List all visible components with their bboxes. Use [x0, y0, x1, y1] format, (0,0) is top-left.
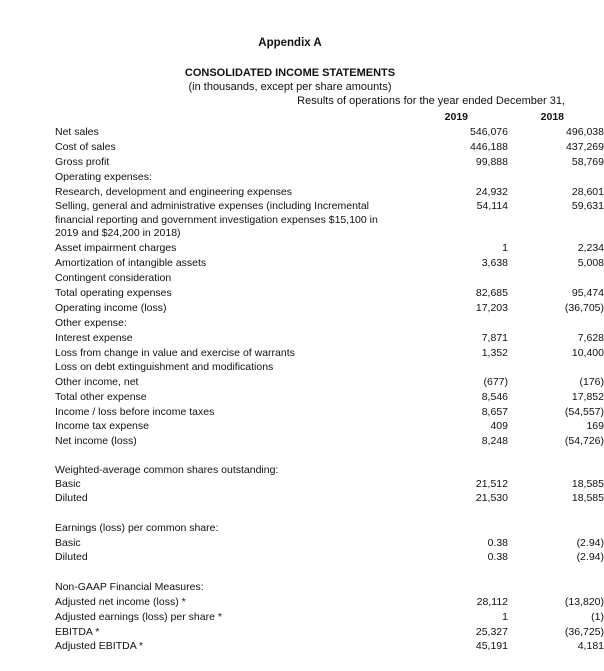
row-label: Net sales: [55, 126, 99, 138]
row-label: Other expense:: [55, 317, 127, 329]
value-2018: 18,585: [571, 492, 604, 504]
column-header-2019: 2019: [444, 111, 468, 123]
row-adjusted-eps: [55, 610, 604, 625]
value-2019: 21,530: [475, 492, 508, 504]
row-label: Asset impairment charges: [55, 242, 177, 254]
row-eps-header: [55, 521, 565, 536]
value-2019: 8,248: [481, 435, 508, 447]
value-2018: 28,601: [571, 186, 604, 198]
value-2018: 496,038: [566, 126, 604, 138]
row-label: Adjusted earnings (loss) per share *: [55, 611, 222, 623]
value-2019: 1,352: [481, 347, 508, 359]
row-label: Total operating expenses: [55, 287, 172, 299]
column-header-2018: 2018: [540, 111, 564, 123]
value-2019: 1: [502, 242, 508, 254]
value-2018: 169: [586, 420, 604, 432]
value-2019: 45,191: [475, 640, 508, 652]
row-label: Selling, general and administrative expenses (including Incremental financial reporting and government investigation expenses $15,100 in 2019 and $24,200 in 2018): [55, 200, 378, 239]
value-2019: 99,888: [475, 156, 508, 168]
value-2019: 3,638: [481, 257, 508, 269]
row-label: Contingent consideration: [55, 272, 172, 284]
row-label: Adjusted EBITDA *: [55, 640, 144, 652]
row-label: Other income, net: [55, 376, 139, 388]
value-2018: 5,008: [577, 257, 604, 269]
period-header: Results of operations for the year ended December 31,: [297, 95, 565, 107]
row-other-income-net: [55, 375, 604, 390]
row-eps-basic: [55, 536, 604, 551]
row-income-before-taxes: [55, 405, 604, 420]
row-label: Diluted: [55, 492, 88, 504]
row-label: Interest expense: [55, 332, 133, 344]
value-2018: 7,628: [577, 332, 604, 344]
row-total-other-expense: [55, 390, 604, 405]
row-label: Diluted: [55, 551, 88, 563]
value-2019: 25,327: [475, 626, 508, 638]
value-2018: 10,400: [571, 347, 604, 359]
row-warrants-loss: [55, 346, 604, 361]
value-2018: (54,557): [564, 406, 604, 418]
row-net-income: [55, 434, 604, 449]
row-other-expense-header: [55, 316, 565, 331]
value-2019: 446,188: [470, 141, 508, 153]
row-ebitda: [55, 625, 604, 640]
value-2018: (36,705): [564, 302, 604, 314]
row-selling-general-admin: [55, 199, 604, 241]
value-2019: 1: [502, 611, 508, 623]
value-2019: 0.38: [487, 551, 508, 563]
value-2019: 24,932: [475, 186, 508, 198]
row-operating-expenses-header: [55, 170, 565, 185]
row-shares-basic: [55, 477, 604, 492]
row-operating-income: [55, 301, 604, 316]
row-asset-impairment: [55, 241, 604, 256]
row-adjusted-net-income: [55, 595, 604, 610]
value-2019: 8,657: [481, 406, 508, 418]
value-2019: 8,546: [481, 391, 508, 403]
row-non-gaap-header: [55, 580, 565, 595]
value-2019: 82,685: [475, 287, 508, 299]
row-label: Non-GAAP Financial Measures:: [55, 581, 204, 593]
value-2018: 2,234: [577, 242, 604, 254]
row-eps-diluted: [55, 550, 604, 565]
row-debt-extinguishment: [55, 360, 565, 375]
value-2018: 95,474: [571, 287, 604, 299]
row-label: Amortization of intangible assets: [55, 257, 207, 269]
value-2019: 0.38: [487, 537, 508, 549]
value-2018: 4,181: [577, 640, 604, 652]
row-shares-diluted: [55, 491, 604, 506]
row-label: Income tax expense: [55, 420, 149, 432]
row-label: EBITDA *: [55, 626, 100, 638]
value-2018: (1): [591, 611, 604, 623]
value-2019: 7,871: [481, 332, 508, 344]
row-label: Net income (loss): [55, 435, 137, 447]
row-weighted-shares-header: [55, 463, 565, 478]
row-label: Weighted-average common shares outstanding:: [55, 464, 279, 476]
value-2018: (2.94): [576, 551, 604, 563]
row-label: Earnings (loss) per common share:: [55, 522, 219, 534]
value-2019: 28,112: [476, 596, 508, 608]
value-2018: (13,820): [564, 596, 604, 608]
statement-title: CONSOLIDATED INCOME STATEMENTS: [184, 67, 396, 79]
row-gross-profit: [55, 155, 604, 170]
row-label: Operating expenses:: [55, 171, 152, 183]
row-label: Loss on debt extinguishment and modifications: [55, 361, 274, 373]
row-label: Basic: [55, 478, 81, 490]
row-label: Cost of sales: [55, 141, 116, 153]
value-2018: (2.94): [576, 537, 604, 549]
value-2019: 54,114: [476, 200, 508, 212]
row-adjusted-ebitda: [55, 639, 604, 654]
value-2018: 437,269: [566, 141, 604, 153]
row-label: Basic: [55, 537, 81, 549]
value-2019: (677): [483, 376, 508, 388]
row-label: Operating income (loss): [55, 302, 167, 314]
row-total-operating-expenses: [55, 286, 604, 301]
row-contingent-consideration: [55, 271, 565, 286]
value-2019: 17,203: [475, 302, 508, 314]
value-2018: 17,852: [571, 391, 604, 403]
value-2018: 59,631: [571, 200, 604, 212]
value-2018: 58,769: [571, 156, 604, 168]
row-research-development: [55, 185, 604, 200]
appendix-title: Appendix A: [258, 37, 322, 49]
units-note: (in thousands, except per share amounts): [188, 81, 392, 93]
value-2018: 18,585: [571, 478, 604, 490]
row-label: Gross profit: [55, 156, 110, 168]
value-2019: 21,512: [475, 478, 508, 490]
value-2018: (54,726): [564, 435, 604, 447]
value-2018: (36,725): [564, 626, 604, 638]
row-label: Total other expense: [55, 391, 147, 403]
value-2018: (176): [579, 376, 604, 388]
row-income-tax-expense: [55, 419, 604, 434]
row-label: Adjusted net income (loss) *: [55, 596, 186, 608]
row-cost-of-sales: [55, 140, 604, 155]
value-2019: 546,076: [470, 126, 508, 138]
row-label: Income / loss before income taxes: [55, 406, 215, 418]
row-interest-expense: [55, 331, 604, 346]
value-2019: 409: [490, 420, 508, 432]
row-label: Research, development and engineering expenses: [55, 186, 292, 198]
row-net-sales: [55, 125, 604, 140]
row-label: Loss from change in value and exercise of warrants: [55, 347, 295, 359]
row-amortization: [55, 256, 604, 271]
